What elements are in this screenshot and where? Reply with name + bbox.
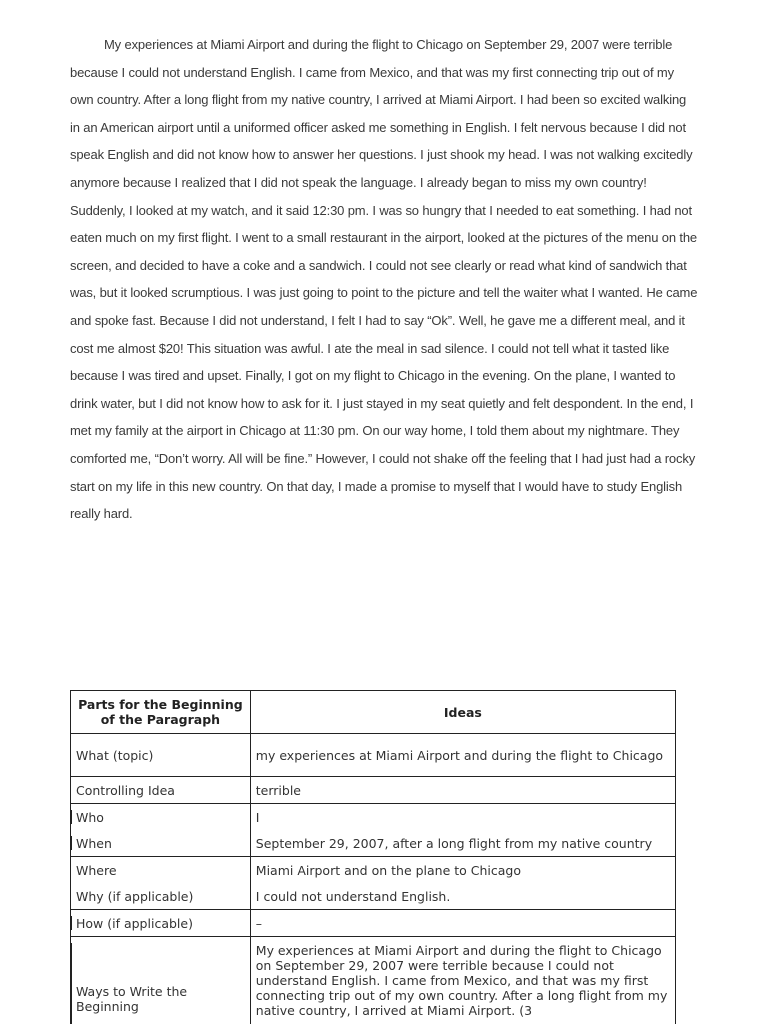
table-row [71,804,676,831]
idea-cell: My experiences at Miami Airport and during the flight to Chicago on September 29, 2007 were terrible because I could not understand English. I came from Mexico, and that was my first connecting trip out of my own country. After a long flight from my native country, I arrived at Miami Airport. (3 [250,937,675,1024]
table-row [71,857,676,884]
narrative-paragraph: My experiences at Miami Airport and during the flight to Chicago on September 29, 2007 were terrible because I could not understand English. I came from Mexico, and that was my first connecting trip out of my own country. After a long flight from my native country, I arrived at Miami Airport. I had been so excited walking in an American airport until a uniformed officer asked me something in English. I felt nervous because I did not speak English and did not know how to answer her questions. I just shook my head. I was not walking excitedly anymore because I realized that I did not speak the language. I already began to miss my own country! Suddenly, I looked at my watch, and it said 12:30 pm. I was so hungry that I needed to eat something. I had not eaten much on my first flight. I went to a small restaurant in the airport, looked at the pictures of the menu on the screen, and decided to have a coke and a sandwich. I could not see clearly or read what kind of sandwich that was, but it looked scrumptious. I was just going to point to the picture and tell the waiter what I wanted. He came and spoke fast. Because I did not understand, I felt I had to say “Ok”. Well, he gave me a different meal, and it cost me almost $20! This situation was awful. I ate the meal in sad silence. I could not tell what it tasted like because I was tired and upset. Finally, I got on my flight to Chicago in the evening. On the plane, I wanted to drink water, but I did not know how to ask for it. I just stayed in my seat quietly and felt despondent. In the end, I met my family at the airport in Chicago at 11:30 pm. On our way home, I told them about my nightmare. They comforted me, “Don’t worry. All will be fine.” However, I could not shake off the feeling that I had just had a rocky start on my life in this new country. On that day, I made a promise to myself that I would have to study English really hard. [70,37,698,522]
part-cell: Who [71,804,251,831]
part-cell: Controlling Idea [71,777,251,804]
idea-cell: terrible [250,777,675,804]
ideas-column-header: Ideas [250,691,675,734]
table-row [71,830,676,857]
part-cell: How (if applicable) [71,910,251,937]
parts-column-header: Parts for the Beginning of the Paragraph [71,691,251,734]
table-row [71,734,676,777]
idea-cell: I could not understand English. [250,883,675,910]
table-row [71,910,676,937]
paragraph-outline-table [70,690,676,1024]
part-cell: When [71,830,251,857]
table-row [71,883,676,910]
part-cell: What (topic) [71,734,251,777]
idea-cell: I [250,804,675,831]
part-cell: Where [71,857,251,884]
idea-cell: my experiences at Miami Airport and during the flight to Chicago [250,734,675,777]
table-row [71,777,676,804]
table-row [71,937,676,1024]
part-cell: Why (if applicable) [71,883,251,910]
idea-cell: Miami Airport and on the plane to Chicago [250,857,675,884]
idea-cell: – [250,910,675,937]
idea-cell: September 29, 2007, after a long flight from my native country [250,830,675,857]
part-cell: Ways to Write the Beginning [71,937,251,1024]
table-header-row [71,691,676,734]
